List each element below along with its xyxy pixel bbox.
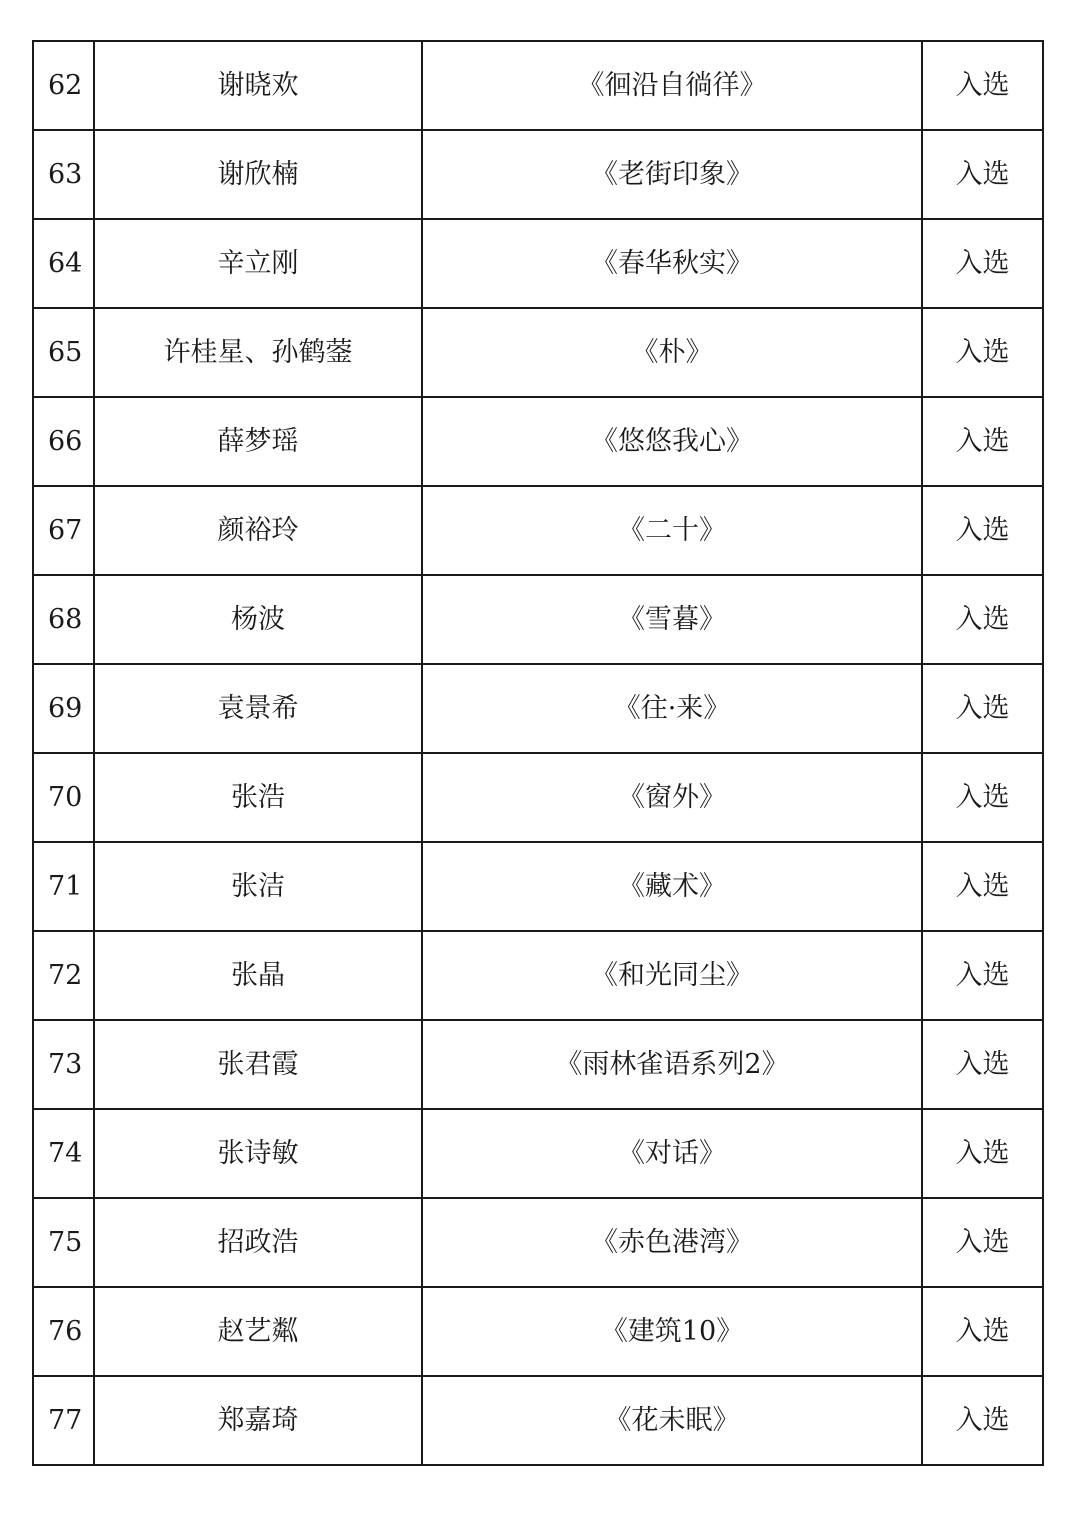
table-row — [33, 1198, 1043, 1287]
entry-number: 66 — [33, 397, 94, 486]
entry-number: 72 — [33, 931, 94, 1020]
author-name: 张浩 — [94, 753, 422, 842]
results-table-body — [33, 41, 1043, 1465]
table-row — [33, 753, 1043, 842]
author-name: 张君霞 — [94, 1020, 422, 1109]
author-name: 许桂星、孙鹤蓥 — [94, 308, 422, 397]
work-title: 《对话》 — [422, 1109, 922, 1198]
table-row — [33, 575, 1043, 664]
entry-number: 75 — [33, 1198, 94, 1287]
entry-number: 67 — [33, 486, 94, 575]
selection-result: 入选 — [922, 1020, 1043, 1109]
selection-result: 入选 — [922, 130, 1043, 219]
selection-result: 入选 — [922, 1287, 1043, 1376]
selection-result: 入选 — [922, 219, 1043, 308]
work-title: 《徊沿自徜徉》 — [422, 41, 922, 130]
author-name: 张晶 — [94, 931, 422, 1020]
author-name: 颜裕玲 — [94, 486, 422, 575]
table-row — [33, 1109, 1043, 1198]
work-title: 《和光同尘》 — [422, 931, 922, 1020]
work-title: 《赤色港湾》 — [422, 1198, 922, 1287]
work-title: 《雨林雀语系列2》 — [422, 1020, 922, 1109]
selection-result: 入选 — [922, 1198, 1043, 1287]
selection-result: 入选 — [922, 575, 1043, 664]
selection-result: 入选 — [922, 842, 1043, 931]
selection-result: 入选 — [922, 397, 1043, 486]
author-name: 招政浩 — [94, 1198, 422, 1287]
work-title: 《朴》 — [422, 308, 922, 397]
table-row — [33, 931, 1043, 1020]
entry-number: 65 — [33, 308, 94, 397]
work-title: 《往·来》 — [422, 664, 922, 753]
entry-number: 68 — [33, 575, 94, 664]
author-name: 谢晓欢 — [94, 41, 422, 130]
work-title: 《藏术》 — [422, 842, 922, 931]
selection-result: 入选 — [922, 931, 1043, 1020]
work-title: 《悠悠我心》 — [422, 397, 922, 486]
work-title: 《花未眠》 — [422, 1376, 922, 1465]
table-row — [33, 1287, 1043, 1376]
table-row — [33, 664, 1043, 753]
table-row — [33, 1020, 1043, 1109]
selection-result: 入选 — [922, 1376, 1043, 1465]
author-name: 谢欣楠 — [94, 130, 422, 219]
table-row — [33, 308, 1043, 397]
author-name: 张诗敏 — [94, 1109, 422, 1198]
entry-number: 74 — [33, 1109, 94, 1198]
selection-result: 入选 — [922, 664, 1043, 753]
entry-number: 64 — [33, 219, 94, 308]
table-row — [33, 41, 1043, 130]
work-title: 《二十》 — [422, 486, 922, 575]
results-table — [32, 40, 1044, 1466]
author-name: 张洁 — [94, 842, 422, 931]
work-title: 《老街印象》 — [422, 130, 922, 219]
entry-number: 70 — [33, 753, 94, 842]
entry-number: 63 — [33, 130, 94, 219]
work-title: 《建筑10》 — [422, 1287, 922, 1376]
selection-result: 入选 — [922, 486, 1043, 575]
table-row — [33, 397, 1043, 486]
selection-result: 入选 — [922, 308, 1043, 397]
selection-result: 入选 — [922, 41, 1043, 130]
table-row — [33, 486, 1043, 575]
table-row — [33, 842, 1043, 931]
entry-number: 69 — [33, 664, 94, 753]
author-name: 袁景希 — [94, 664, 422, 753]
author-name: 郑嘉琦 — [94, 1376, 422, 1465]
selection-result: 入选 — [922, 753, 1043, 842]
entry-number: 77 — [33, 1376, 94, 1465]
work-title: 《春华秋实》 — [422, 219, 922, 308]
work-title: 《雪暮》 — [422, 575, 922, 664]
table-row — [33, 219, 1043, 308]
author-name: 薛梦瑶 — [94, 397, 422, 486]
author-name: 赵艺粼 — [94, 1287, 422, 1376]
entry-number: 62 — [33, 41, 94, 130]
author-name: 辛立刚 — [94, 219, 422, 308]
entry-number: 76 — [33, 1287, 94, 1376]
author-name: 杨波 — [94, 575, 422, 664]
selection-result: 入选 — [922, 1109, 1043, 1198]
table-row — [33, 1376, 1043, 1465]
work-title: 《窗外》 — [422, 753, 922, 842]
entry-number: 71 — [33, 842, 94, 931]
entry-number: 73 — [33, 1020, 94, 1109]
table-row — [33, 130, 1043, 219]
